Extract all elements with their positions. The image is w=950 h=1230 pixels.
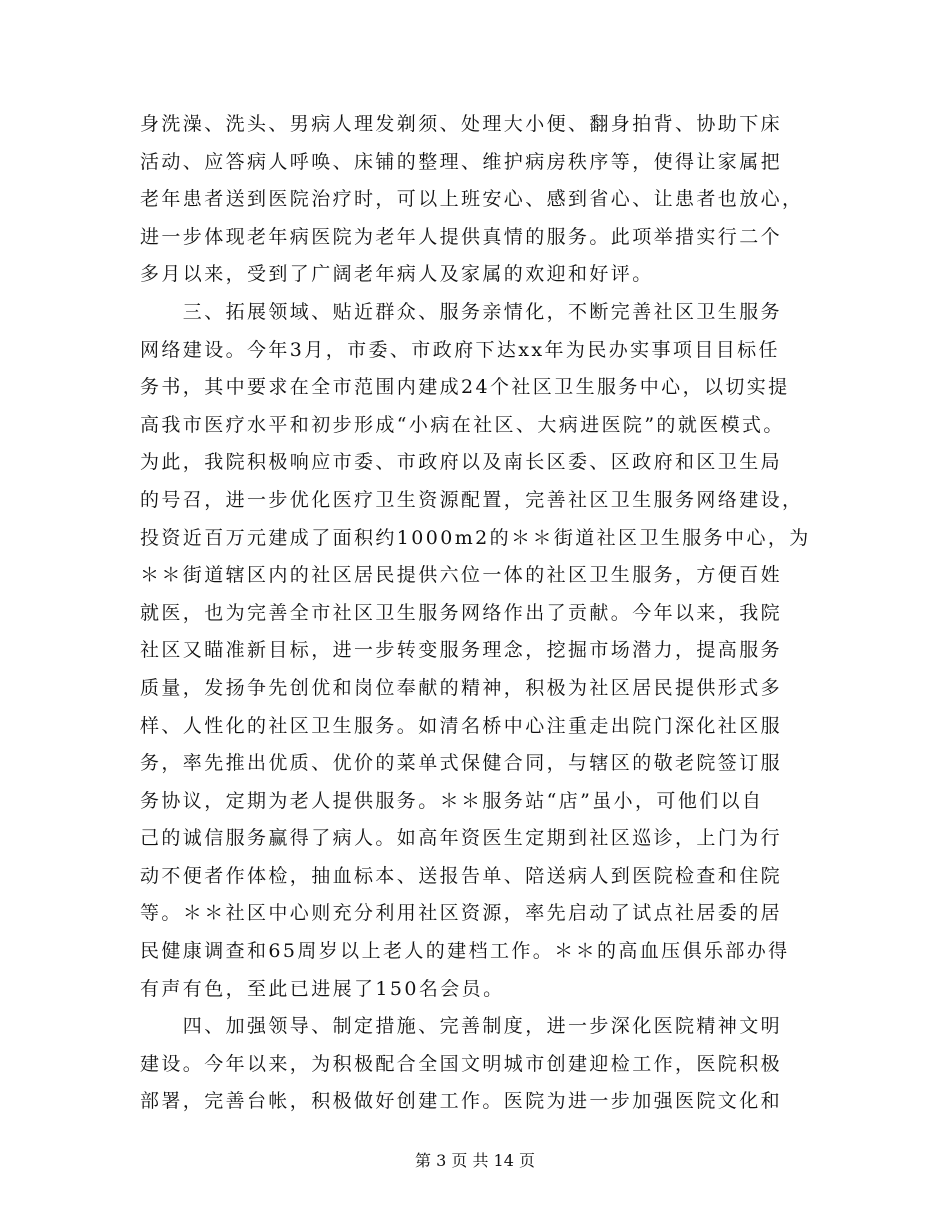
text-line: 进一步体现老年病医院为老年人提供真情的服务。此项举措实行二个 [140,225,783,248]
text-line: 的号召，进一步优化医疗卫生资源配置，完善社区卫生服务网络建设， [140,488,804,511]
text-line: 等。＊＊社区中心则充分利用社区资源，率先启动了试点社居委的居 [140,902,783,925]
text-line: 务协议，定期为老人提供服务。＊＊服务站“店”虽小，可他们以自 [140,789,764,812]
text-line: 就医，也为完善全市社区卫生服务网络作出了贡献。今年以来，我院 [140,601,783,624]
text-line: 网络建设。今年3月，市委、市政府下达xx年为民办实事项目目标任 [140,338,780,361]
section-heading-line: 四、加强领导、制定措施、完善制度，进一步深化医院精神文明 [140,1015,783,1038]
text-line: 建设。今年以来，为积极配合全国文明城市创建迎检工作，医院积极 [140,1052,783,1075]
text-line: ＊＊街道辖区内的社区居民提供六位一体的社区卫生服务，方便百姓 [140,564,783,587]
text-line: 投资近百万元建成了面积约1000m2的＊＊街道社区卫生服务中心，为 [140,526,811,549]
text-line: 活动、应答病人呼唤、床铺的整理、维护病房秩序等，使得让家属把 [140,150,783,173]
text-line: 多月以来，受到了广阔老年病人及家属的欢迎和好评。 [140,263,654,286]
text-line: 样、人性化的社区卫生服务。如清名桥中心注重走出院门深化社区服 [140,714,783,737]
text-line: 为此，我院积极响应市委、市政府以及南长区委、区政府和区卫生局 [140,451,783,474]
text-line: 务书，其中要求在全市范围内建成24个社区卫生服务中心，以切实提 [140,376,790,399]
text-line: 高我市医疗水平和初步形成“小病在社区、大病进医院”的就医模式。 [140,413,785,436]
text-line: 身洗澡、洗头、男病人理发剃须、处理大小便、翻身拍背、协助下床 [140,113,783,135]
text-line: 己的诚信服务赢得了病人。如高年资医生定期到社区巡诊，上门为行 [140,827,783,850]
text-line: 务，率先推出优质、优价的菜单式保健合同，与辖区的敬老院签订服 [140,752,783,775]
body-text [140,106,811,1121]
text-line: 部署，完善台帐，积极做好创建工作。医院为进一步加强医院文化和 [140,1090,783,1113]
page-number-footer: 第 3 页 共 14 页 [415,1151,535,1170]
text-line: 有声有色，至此已进展了150名会员。 [140,977,505,1000]
text-line: 质量，发扬争先创优和岗位奉献的精神，积极为社区居民提供形式多 [140,676,783,699]
text-line: 社区又瞄准新目标，进一步转变服务理念，挖掘市场潜力，提高服务 [140,639,783,662]
text-line: 老年患者送到医院治疗时，可以上班安心、感到省心、让患者也放心， [140,188,804,211]
text-line: 民健康调查和65周岁以上老人的建档工作。＊＊的高血压俱乐部办得 [140,940,790,963]
section-heading-line: 三、拓展领域、贴近群众、服务亲情化，不断完善社区卫生服务 [140,300,783,323]
text-line: 动不便者作体检，抽血标本、送报告单、陪送病人到医院检查和住院 [140,864,783,887]
